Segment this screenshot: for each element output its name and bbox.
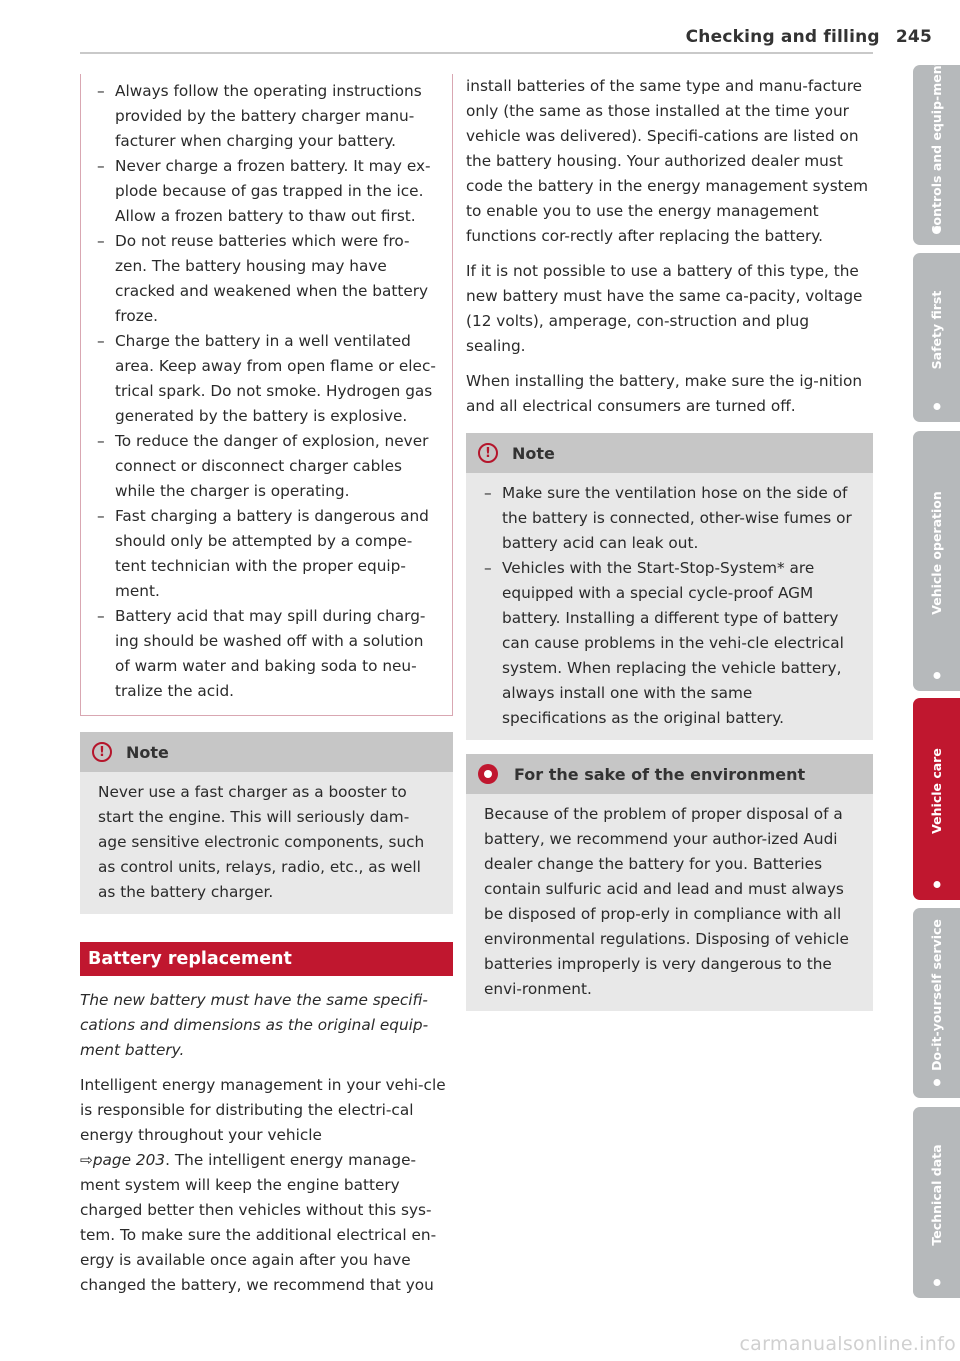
- left-column: [80, 74, 453, 1298]
- note-header: [80, 732, 453, 772]
- side-tab-label: Do-it-yourself service: [928, 919, 944, 1071]
- tab-dot-icon: [933, 672, 940, 679]
- side-tab-label: Safety first: [928, 290, 944, 369]
- paragraph: When installing the battery, make sure the ig-nition and all electrical consumers are turned off.: [466, 372, 863, 415]
- side-tab-controls[interactable]: [913, 59, 960, 245]
- section-heading: Battery replacement: [80, 942, 453, 976]
- environment-title: For the sake of the environment: [514, 764, 806, 784]
- environment-leaf-icon: [478, 764, 498, 784]
- side-tab-vehicle-care[interactable]: [913, 698, 960, 900]
- tab-dot-icon: [933, 1079, 940, 1086]
- note-box: [80, 732, 453, 914]
- warning-item: – Never charge a frozen battery. It may ex-plode because of gas trapped in the ice. Allow a frozen battery to thaw out first.: [97, 157, 431, 225]
- note-item: – Vehicles with the Start-Stop-System* are equipped with a special cycle-proof AGM battery. Installing a different type of battery can cause problems in the vehi-cle electrical system. When replacing the vehicle battery, always install one with the same specifications as the original battery.: [484, 559, 844, 727]
- note-list: [484, 481, 857, 731]
- side-tab-label: Vehicle operation: [928, 491, 944, 615]
- exclamation-circle-icon: !: [478, 443, 498, 463]
- side-tab-label: Controls and equip-ment: [928, 59, 944, 235]
- tab-dot-icon: [933, 403, 940, 410]
- warning-item: – Fast charging a battery is dangerous and should only be attempted by a compe-tent technician with the proper equip-ment.: [97, 507, 429, 600]
- environment-body: Because of the problem of proper disposal of a battery, we recommend your author-ized Audi dealer change the battery for you. Batteries contain sulfuric acid and lead and must always be disposed of prop-erly in compliance with all environmental regulations. Disposing of vehicle batteries improperly is very dangerous to the envi-ronment.: [484, 805, 849, 998]
- warning-item: – Do not reuse batteries which were fro-zen. The battery housing may have cracked and weakened when the battery froze.: [97, 232, 429, 325]
- page-header: [686, 27, 932, 47]
- page-number: 245: [895, 27, 932, 47]
- note-header: [466, 433, 873, 473]
- side-tab-vehicle-operation[interactable]: [913, 431, 960, 691]
- warning-item: – Always follow the operating instructions provided by the battery charger manu-facturer when charging your battery.: [97, 82, 422, 150]
- tab-dot-icon: [933, 881, 940, 888]
- right-column: [466, 74, 873, 1011]
- side-tab-technical-data[interactable]: [913, 1107, 960, 1298]
- note-body: [466, 473, 873, 740]
- note-box: [466, 433, 873, 740]
- page-reference-link[interactable]: ⇨page 203: [80, 1151, 166, 1169]
- side-tab-label: Vehicle care: [928, 748, 944, 834]
- paragraph: install batteries of the same type and manu-facture only (the same as those installed at the time your vehicle was delivered). Specifi-cations are listed on the battery housing. Your authorized dealer must code the battery in the energy management system to enable you to use the energy management functions cor-rectly after replacing the battery.: [466, 77, 868, 245]
- warning-item: – Battery acid that may spill during charg-ing should be washed off with a solution of warm water and baking soda to neu-tralize the acid.: [97, 607, 426, 700]
- warning-list: [97, 79, 438, 704]
- warning-item: – Charge the battery in a well ventilated area. Keep away from open flame or elec-trical spark. Do not smoke. Hydrogen gas generated by the battery is explosive.: [97, 332, 436, 425]
- note-title: Note: [126, 742, 169, 762]
- note-title: Note: [512, 443, 555, 463]
- header-rule: [80, 52, 873, 54]
- environment-box: [466, 754, 873, 1011]
- watermark: carmanualsonline.info: [739, 1333, 956, 1355]
- exclamation-circle-icon: !: [92, 742, 112, 762]
- side-tab-safety[interactable]: [913, 253, 960, 422]
- header-section-title: Checking and filling: [685, 27, 880, 47]
- environment-header: [466, 754, 873, 794]
- note-item: – Make sure the ventilation hose on the side of the battery is connected, other-wise fumes or battery acid can leak out.: [484, 484, 852, 552]
- side-tab-do-it-yourself[interactable]: [913, 908, 960, 1098]
- warning-item: – To reduce the danger of explosion, never connect or disconnect charger cables while the charger is operating.: [97, 432, 429, 500]
- section-intro: The new battery must have the same specifi-cations and dimensions as the original equip-ment battery.: [80, 991, 429, 1059]
- side-tab-label: Technical data: [928, 1143, 944, 1246]
- paragraph: Intelligent energy management in your vehi-cle is responsible for distributing the electri-cal energy throughout your vehicle ⇨page 203. The intelligent energy manage-ment system will keep the engine battery charged better then vehicles without this sys-tem. To make sure the additional electrical en-ergy is available once again after you have changed the battery, we recommend that you: [80, 1076, 446, 1294]
- note-body: Never use a fast charger as a booster to start the engine. This will seriously dam-age sensitive electronic components, such as control units, relays, radio, etc., as well as the battery charger.: [98, 783, 425, 901]
- paragraph: If it is not possible to use a battery of this type, the new battery must have the same ca-pacity, voltage (12 volts), amperage, con-struction and plug sealing.: [466, 262, 863, 355]
- warning-box: [80, 74, 453, 716]
- tab-dot-icon: [933, 1279, 940, 1286]
